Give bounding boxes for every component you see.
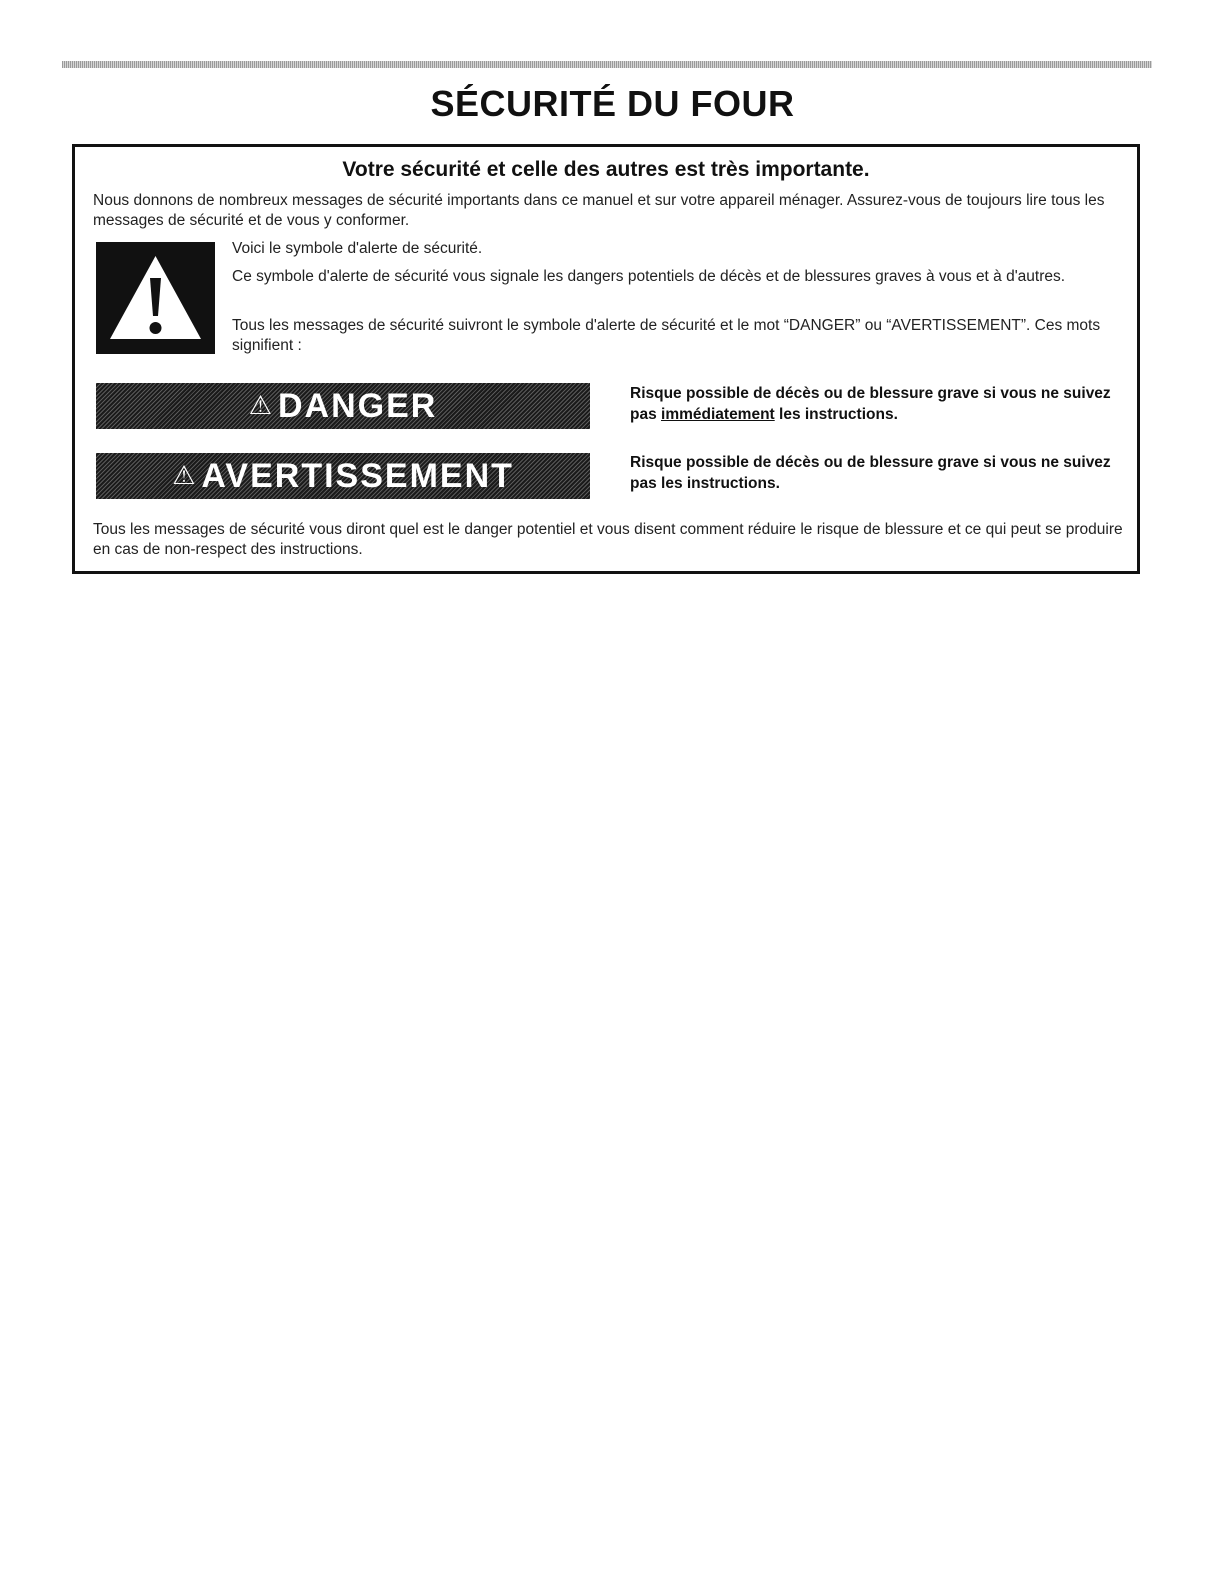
warning-description: Risque possible de décès ou de blessure grave si vous ne suivez pas les instructions.: [630, 454, 1111, 492]
danger-label: DANGER: [277, 386, 438, 425]
symbol-description-line-1: Voici le symbole d'alerte de sécurité.: [232, 240, 483, 257]
symbol-description-line-2: Ce symbole d'alerte de sécurité vous signale les dangers potentiels de décès et de blessures graves à vous et à d'autres.: [232, 268, 1066, 285]
safety-info-box: [72, 144, 1140, 574]
safety-box-heading: Votre sécurité et celle des autres est très importante.: [342, 158, 870, 181]
danger-description: [630, 383, 1130, 425]
danger-desc-part-2: les instructions.: [774, 406, 898, 423]
warning-triangle-icon: [96, 242, 215, 354]
danger-banner: [96, 383, 590, 429]
safety-outro-text: Tous les messages de sécurité vous diront quel est le danger potentiel et vous disent comment réduire le risque de blessure et ce qui peut se produire en cas de non-respect des instructions.: [93, 521, 1123, 558]
danger-alert-icon: ⚠: [248, 389, 274, 420]
top-divider: [62, 61, 1152, 68]
safety-intro-text: Nous donnons de nombreux messages de sécurité importants dans ce manuel et sur votre appareil ménager. Assurez-vous de toujours lire tous les messages de sécurité et de vous y conformer.: [93, 192, 1105, 229]
page-title: SÉCURITÉ DU FOUR: [430, 83, 795, 124]
danger-desc-part-1: Risque possible de décès ou de blessure grave si vous ne suivez pas: [630, 385, 1111, 423]
symbol-description-line-3: Tous les messages de sécurité suivront le symbole d'alerte de sécurité et le mot “DANGER” ou “AVERTISSEMENT”. Ces mots signifient :: [232, 317, 1101, 354]
danger-desc-emphasis: immédiatement: [661, 406, 775, 423]
warning-alert-icon: ⚠: [172, 459, 198, 490]
warning-label: AVERTISSEMENT: [201, 456, 514, 495]
warning-banner: [96, 453, 590, 499]
